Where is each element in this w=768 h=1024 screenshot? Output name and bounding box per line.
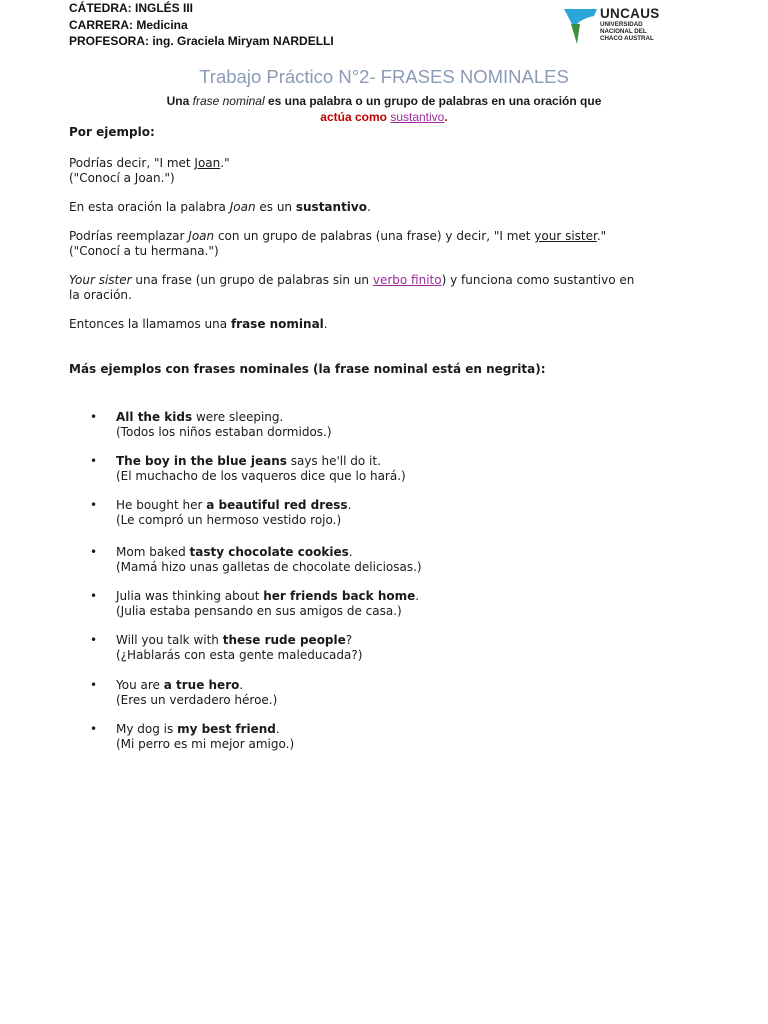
example-translation: (¿Hablarás con esta gente maleducada?) xyxy=(116,648,363,662)
example-post: . xyxy=(275,722,280,736)
example-post: says he'll do it. xyxy=(286,454,381,468)
example-translation: (Julia estaba pensando en sus amigos de casa.) xyxy=(116,604,402,618)
your-sister-underlined: your sister xyxy=(534,229,597,243)
paragraph-5 xyxy=(69,317,328,332)
example-pre: You are xyxy=(116,678,164,692)
example-translation: (Todos los niños estaban dormidos.) xyxy=(116,425,332,439)
p3-text: Podrías reemplazar xyxy=(69,229,189,243)
bullet-icon: • xyxy=(90,410,98,424)
example-pre: My dog is xyxy=(116,722,178,736)
example-translation: (Mamá hizo unas galletas de chocolate deliciosas.) xyxy=(116,560,422,574)
joan-underlined: Joan xyxy=(194,156,221,170)
example-sentence xyxy=(116,633,352,648)
bullet-icon: • xyxy=(90,498,98,512)
paragraph-1 xyxy=(69,156,230,171)
example-post: . xyxy=(415,589,420,603)
example-sentence xyxy=(116,722,280,737)
example-noun-phrase: her friends back home xyxy=(263,589,416,603)
example-noun-phrase: these rude people xyxy=(222,633,346,647)
profesora-line: PROFESORA: ing. Graciela Miryam NARDELLI xyxy=(69,34,334,48)
bullet-icon: • xyxy=(90,589,98,603)
example-sentence xyxy=(116,678,243,693)
paragraph-3 xyxy=(69,229,606,244)
example-noun-phrase: All the kids xyxy=(116,410,193,424)
example-noun-phrase: a true hero xyxy=(163,678,240,692)
uncaus-logo-mark xyxy=(563,6,599,46)
example-sentence xyxy=(116,498,351,513)
intro-actua-como: actúa como xyxy=(320,110,391,124)
bullet-icon: • xyxy=(90,722,98,736)
example-noun-phrase: The boy in the blue jeans xyxy=(116,454,287,468)
bullet-icon: • xyxy=(90,678,98,692)
intro-pre: Una xyxy=(166,94,193,108)
paragraph-4-line-2: la oración. xyxy=(69,288,132,302)
carrera-line: CARRERA: Medicina xyxy=(69,17,188,32)
document-header xyxy=(69,0,334,50)
page-title: Trabajo Práctico N°2- FRASES NOMINALES xyxy=(199,66,569,87)
logo-name: UNCAUS xyxy=(600,6,660,21)
example-sentence xyxy=(116,410,283,425)
example-pre: Julia was thinking about xyxy=(116,589,264,603)
uncaus-logo xyxy=(563,6,683,48)
catedra-line: CÁTEDRA: INGLÉS III xyxy=(69,1,194,15)
example-sentence xyxy=(116,545,353,560)
p5-end: . xyxy=(323,317,328,331)
example-post: were sleeping. xyxy=(192,410,284,424)
example-noun-phrase: my best friend xyxy=(177,722,276,736)
frase-nominal-bold: frase nominal xyxy=(230,317,324,331)
example-pre: Mom baked xyxy=(116,545,190,559)
example-post: ? xyxy=(345,633,353,647)
p4-text: una frase (un grupo de palabras sin un xyxy=(131,273,373,287)
paragraph-1-translation: ("Conocí a Joan.") xyxy=(69,171,175,185)
logo-line-1: UNIVERSIDAD xyxy=(600,21,643,28)
logo-text xyxy=(600,6,660,42)
example-post: . xyxy=(239,678,244,692)
intro-line-2 xyxy=(0,110,768,124)
paragraph-4 xyxy=(69,273,634,288)
more-examples-heading: Más ejemplos con frases nominales (la frase nominal está en negrita): xyxy=(69,362,546,376)
example-translation: (Le compró un hermoso vestido rojo.) xyxy=(116,513,342,527)
example-heading: Por ejemplo: xyxy=(69,125,155,139)
p5-text: Entonces la llamamos una xyxy=(69,317,231,331)
bullet-icon: • xyxy=(90,545,98,559)
example-noun-phrase: a beautiful red dress xyxy=(206,498,348,512)
example-translation: (Mi perro es mi mejor amigo.) xyxy=(116,737,295,751)
bullet-icon: • xyxy=(90,633,98,647)
intro-line-1 xyxy=(0,94,768,108)
paragraph-2 xyxy=(69,200,371,215)
example-pre: Will you talk with xyxy=(116,633,223,647)
joan-italic-2: Joan xyxy=(188,229,215,243)
logo-line-2: NACIONAL DEL xyxy=(600,28,647,35)
p1-text: Podrías decir, "I met xyxy=(69,156,195,170)
example-translation: (El muchacho de los vaqueros dice que lo hará.) xyxy=(116,469,406,483)
example-pre: He bought her xyxy=(116,498,207,512)
p3-end: ." xyxy=(596,229,607,243)
paragraph-3-translation: ("Conocí a tu hermana.") xyxy=(69,244,219,258)
p1-end: ." xyxy=(220,156,230,170)
example-sentence xyxy=(116,589,419,604)
example-sentence xyxy=(116,454,381,469)
sustantivo-link[interactable]: sustantivo xyxy=(390,110,445,124)
intro-post: es una palabra o un grupo de palabras en una oración que xyxy=(264,94,602,108)
example-translation: (Eres un verdadero héroe.) xyxy=(116,693,278,707)
your-sister-italic: Your sister xyxy=(69,273,132,287)
example-post: . xyxy=(347,498,352,512)
sustantivo-bold: sustantivo xyxy=(295,200,367,214)
intro-frase: frase nominal xyxy=(192,94,265,108)
p4-end: ) y funciona como sustantivo en xyxy=(441,273,635,287)
example-post: . xyxy=(348,545,353,559)
logo-line-3: CHACO AUSTRAL xyxy=(600,35,654,42)
verbo-finito-link[interactable]: verbo finito xyxy=(372,273,442,287)
p3-mid: con un grupo de palabras (una frase) y decir, "I met xyxy=(214,229,535,243)
p2-mid: es un xyxy=(255,200,296,214)
joan-italic: Joan xyxy=(229,200,256,214)
p2-text: En esta oración la palabra xyxy=(69,200,230,214)
example-noun-phrase: tasty chocolate cookies xyxy=(189,545,349,559)
bullet-icon: • xyxy=(90,454,98,468)
p2-end: . xyxy=(366,200,371,214)
intro-period: . xyxy=(444,110,448,124)
